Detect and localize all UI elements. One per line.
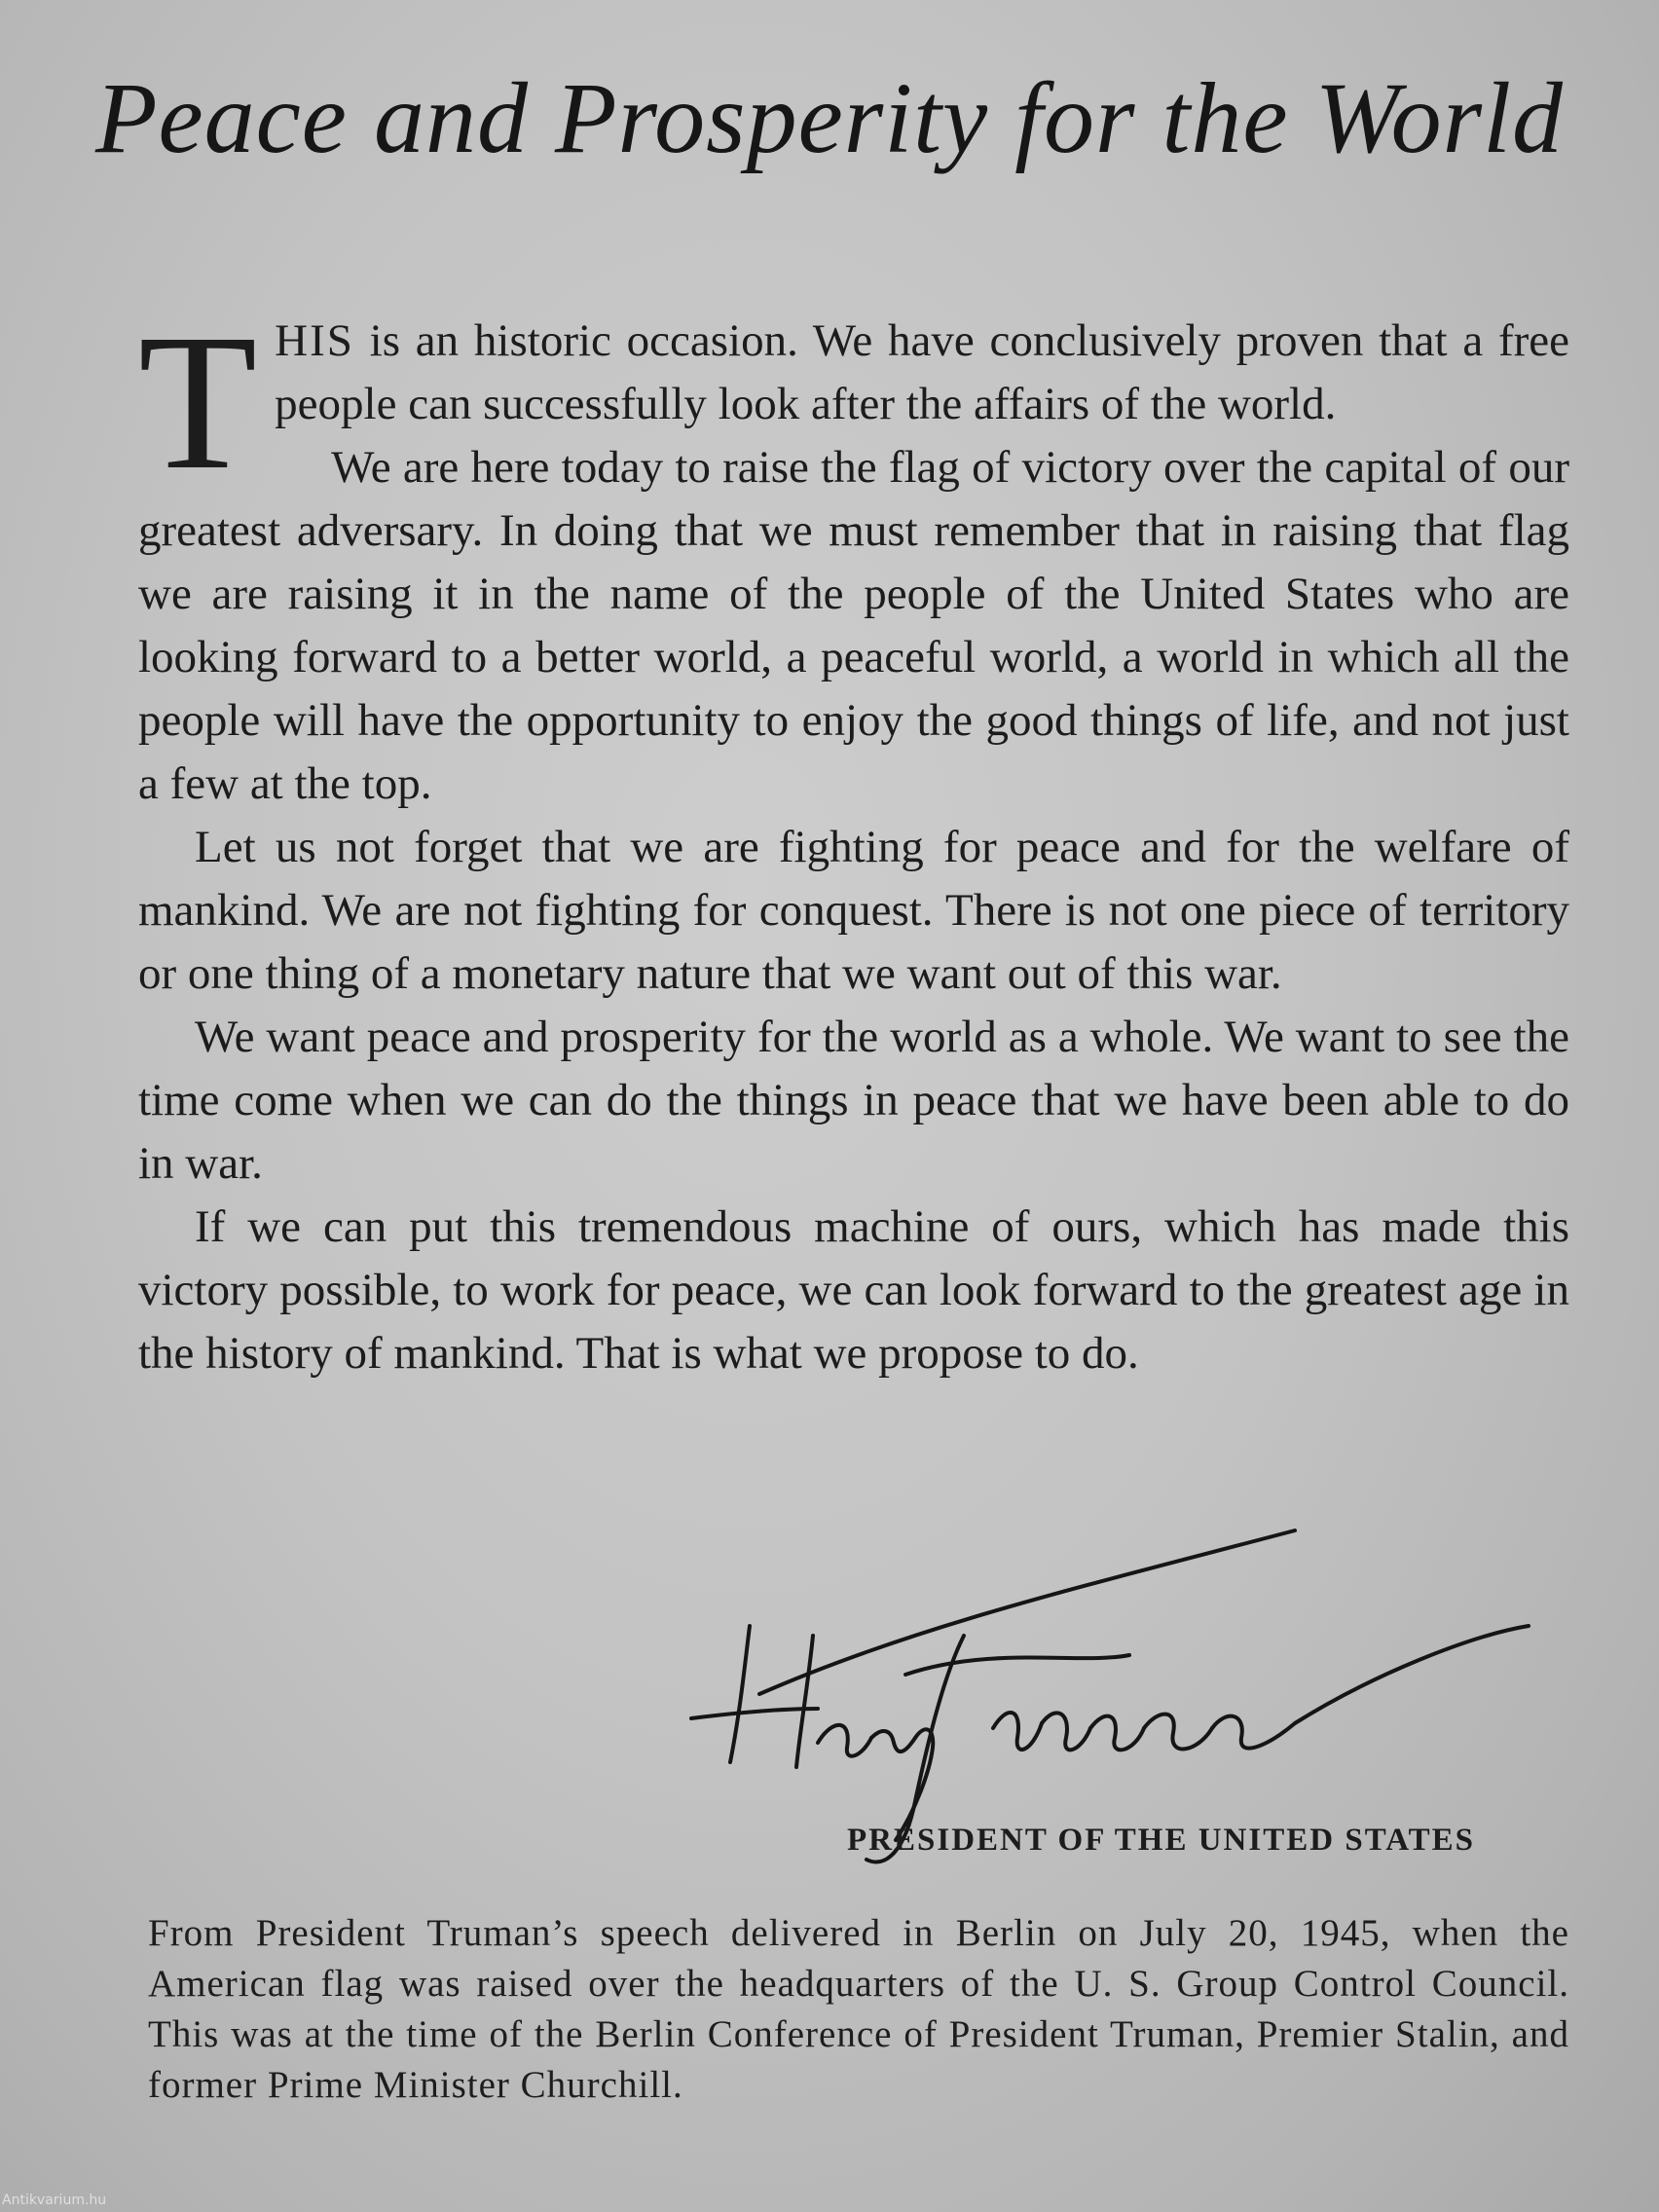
paragraph-1-text: is an historic occasion. We have conclusively proven that a free people can successfully look after the affairs of the world. [275,315,1569,429]
paragraph-5: If we can put this tremendous machine of ours, which has made this victory possible, to work for peace, we can look forward to the greatest age in the history of mankind. That is what we propose to do. [138,1201,1569,1379]
drop-cap: T [138,295,258,510]
signature-title: PRESIDENT OF THE UNITED STATES [847,1823,1476,1858]
paragraph-1 [138,295,1569,510]
watermark: Antikvarium.hu [2,2193,107,2208]
first-word-small-caps: HIS [275,315,354,366]
paragraph-3: Let us not forget that we are fighting for peace and for the welfare of mankind. We are not fighting for conquest. There is not one piece of territory or one thing of a monetary nature that we want out of this war. [138,822,1569,999]
footnote-text: From President Truman’s speech delivered in Berlin on July 20, 1945, when the American flag was raised over the headquarters of the U. S. Group Control Council. This was at the time of the Berlin Conference of President Truman, Premier Stalin, and former Prime Minister Churchill. [148,1912,1569,2106]
paragraph-2: We are here today to raise the flag of victory over the capital of our greatest adversary. In doing that we must remember that in raising that flag we are raising it in the name of the people of the United States who are looking forward to a better world, a peaceful world, a world in which all the people will have the opportunity to enjoy the good things of life, and not just a few at the top. [138,442,1569,809]
paragraph-4: We want peace and prosperity for the world as a whole. We want to see the time come when we can do the things in peace that we have been able to do in war. [138,1012,1569,1189]
footnote [148,1908,1569,2111]
speech-body [138,295,1569,1385]
page-title: Peace and Prosperity for the World [94,62,1565,174]
handwritten-signature [672,1519,1548,1869]
